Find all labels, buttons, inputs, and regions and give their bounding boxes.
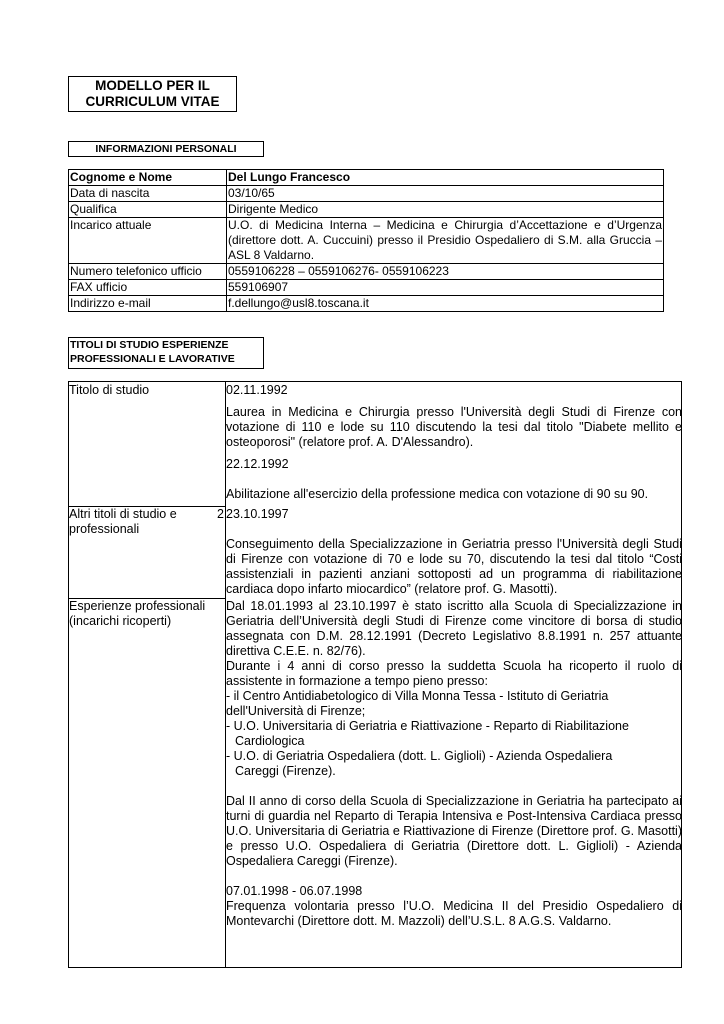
table-row	[69, 186, 664, 202]
fax-label: FAX ufficio	[69, 280, 227, 296]
other-titles-text: Conseguimento della Specializzazione in Geriatria presso l'Università degli Studi di Firenze con votazione di 70 e lode su 70, discutendo la tesi dal titolo “Costi assistenziali in pazienti anziani sottoposti ad un programma di riabilitazione cardiaca dopo infarto miocardico” (relatore prof. G. Masotti).	[226, 537, 682, 596]
birthdate-value: 03/10/65	[227, 186, 664, 202]
experience-item-3-cont: Careggi (Firenze).	[235, 764, 336, 778]
studio-text-1: Laurea in Medicina e Chirurgia presso l'Università degli Studi di Firenze con votazione di 110 e lode su 110 discutendo la tesi dal titolo "Diabete mellito e osteoporosi" (relatore prof. A. D'Alessandro).	[226, 405, 682, 449]
section-personal-info: INFORMAZIONI PERSONALI	[68, 141, 264, 157]
other-titles-date: 23.10.1997	[226, 507, 289, 521]
other-titles-label-2: professionali	[69, 522, 140, 536]
experience-label-2: (incarichi ricoperti)	[69, 614, 172, 628]
studio-date-2: 22.12.1992	[226, 457, 289, 471]
section-titles-experience	[68, 337, 264, 369]
studio-content	[226, 383, 682, 502]
table-row	[69, 280, 664, 296]
birthdate-label: Data di nascita	[69, 186, 227, 202]
other-titles-content	[226, 507, 682, 597]
experience-item-2: - U.O. Universitaria di Geriatria e Riattivazione - Reparto di Riabilitazione	[226, 719, 629, 733]
experience-label	[69, 599, 205, 629]
phone-label: Numero telefonico ufficio	[69, 264, 227, 280]
name-value: Del Lungo Francesco	[227, 170, 664, 186]
studio-date-1: 02.11.1992	[226, 383, 288, 397]
list-marker: 2	[217, 507, 224, 521]
position-label: Incarico attuale	[69, 218, 227, 264]
studio-label: Titolo di studio	[69, 383, 150, 397]
title-line-1: MODELLO PER IL	[95, 78, 210, 93]
email-value[interactable]: f.dellungo@usl8.toscana.it	[227, 296, 664, 312]
position-value: U.O. di Medicina Interna – Medicina e Chirurgia d’Accettazione e d’Urgenza (direttore dott. A. Cuccuini) presso il Presidio Ospedaliero di S.M. alla Gruccia – ASL 8 Valdarno.	[228, 218, 662, 262]
table-row	[69, 170, 664, 186]
table-row	[69, 218, 664, 264]
qualification-value: Dirigente Medico	[227, 202, 664, 218]
email-label: Indirizzo e-mail	[69, 296, 227, 312]
table-row	[69, 264, 664, 280]
experience-content	[226, 599, 682, 929]
title-line-2: CURRICULUM VITAE	[85, 94, 220, 109]
other-titles-label-1: Altri titoli di studio e	[69, 507, 177, 521]
section-line-1: TITOLI DI STUDIO ESPERIENZE	[70, 339, 229, 351]
experience-para-3: Dal II anno di corso della Scuola di Specializzazione in Geriatria ha partecipato ai turni di guardia nel Reparto di Terapia Intensiva e Post-Intensiva Cardiaca presso U.O. Universitaria di Geriatria e Riattivazione di Firenze (Direttore prof. G. Masotti) e presso U.O. Ospedaliera di Geriatria (Direttore dott. L. Giglioli) - Azienda Ospedaliera Careggi (Firenze).	[226, 794, 682, 868]
table-row	[69, 296, 664, 312]
fax-value: 559106907	[227, 280, 664, 296]
experience-item-1: - il Centro Antidiabetologico di Villa Monna Tessa - Istituto di Geriatria dell'Università di Firenze;	[226, 689, 609, 718]
experience-item-3: - U.O. di Geriatria Ospedaliera (dott. L. Giglioli) - Azienda Ospedaliera	[226, 749, 613, 763]
experience-item-2-cont: Cardiologica	[235, 734, 305, 748]
qualification-label: Qualifica	[69, 202, 227, 218]
experience-label-1: Esperienze professionali	[69, 599, 206, 613]
document-title	[68, 76, 237, 112]
table-row	[69, 202, 664, 218]
other-titles-label	[69, 507, 177, 537]
studio-text-2: Abilitazione all'esercizio della professione medica con votazione di 90 su 90.	[226, 487, 649, 501]
experience-para-2: Durante i 4 anni di corso presso la suddetta Scuola ha ricoperto il ruolo di assistente in formazione a tempo pieno presso:	[226, 659, 682, 688]
section-line-2: PROFESSIONALI E LAVORATIVE	[70, 353, 235, 365]
personal-info-table	[68, 169, 664, 312]
experience-date-4: 07.01.1998 - 06.07.1998	[226, 884, 363, 898]
experience-para-1: Dal 18.01.1993 al 23.10.1997 è stato iscritto alla Scuola di Specializzazione in Geriatria dell’Università degli Studi di Firenze come vincitore di borsa di studio assegnata con D.M. 28.12.1991 (Decreto Legislativo 8.8.1991 n. 257 attuante direttiva C.E.E. n. 82/76).	[226, 599, 682, 658]
experience-para-4: Frequenza volontaria presso l’U.O. Medicina II del Presidio Ospedaliero di Montevarchi (Direttore dott. M. Mazzoli) dell’U.S.L. 8 A.G.S. Valdarno.	[226, 899, 682, 928]
phone-value: 0559106228 – 0559106276- 0559106223	[227, 264, 664, 280]
name-label: Cognome e Nome	[69, 170, 227, 186]
